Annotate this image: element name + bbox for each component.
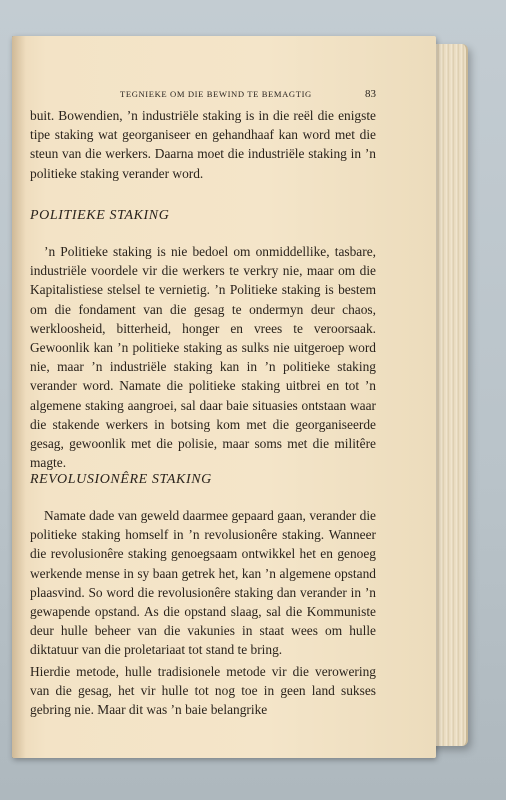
page-number: 83 [365,88,376,100]
running-head-title: TEGNIEKE OM DIE BEWIND TE BEMAGTIG [120,89,312,99]
heading-politieke-staking: POLITIEKE STAKING [30,208,170,223]
paragraph-4-text: Hierdie metode, hulle tradisionele metode vir die verowering van die gesag, het vir hulle tot nog toe in geen land sukses gebring nie. Maar dit was ’n baie belangrike [30,664,376,718]
paragraph-1-text: buit. Bowendien, ’n industriële staking is in die reël die enigste tipe staking wat georganiseer en gehandhaaf kan word met die steun van die werkers. Daarna moet die industriële staking in ’n politieke staking verander word. [30,108,376,181]
paragraph-2-text: ’n Politieke staking is nie bedoel om onmiddellike, tasbare, industriële voordele vir die werkers te verkry nie, maar om die Kapitalistiese stelsel te vernietig. ’n Politieke staking is bestem om die fondament van die gesag te ondermyn deur chaos, werkloosheid, bitterheid, honger en vrees te veroorsaak. Gewoonlik kan ’n politieke staking as sulks nie uitgeroep word nie, maar ’n industriële staking kan in ’n politieke staking verander word. Namate die politieke staking uitbrei en tot ’n algemene staking aangroei, sal daar baie situasies ontstaan waar die stakende werkers in botsing kom met die georganiseerde gesag, gewoonlik met die polisie, maar soms met die militêre magte. [30,244,376,471]
heading-revolusionere-staking: REVOLUSIONÊRE STAKING [30,472,212,487]
running-head [120,88,376,100]
spine-shadow [12,36,26,758]
paragraph-2 [30,242,376,472]
paragraph-1 [30,106,376,183]
paragraph-3 [30,506,376,660]
section-heading-revolusionere [30,470,376,489]
section-heading-politieke [30,206,376,225]
paragraph-3-text: Namate dade van geweld daarmee gepaard gaan, verander die politieke staking homself in ’n revolusionêre staking. Wanneer die revolusionêre staking genoegsaam ontwikkel het en genoeg werkende mense in sy baan getrek het, kan ’n algemene opstand plaasvind. So word die revolusionêre staking dan verander in ’n gewapende opstand. As die opstand slaag, sal die Kommuniste deur hulle beheer van die vakunies in staat wees om hulle diktatuur van die proletariaat tot stand te bring. [30,508,376,658]
paragraph-4 [30,662,376,720]
